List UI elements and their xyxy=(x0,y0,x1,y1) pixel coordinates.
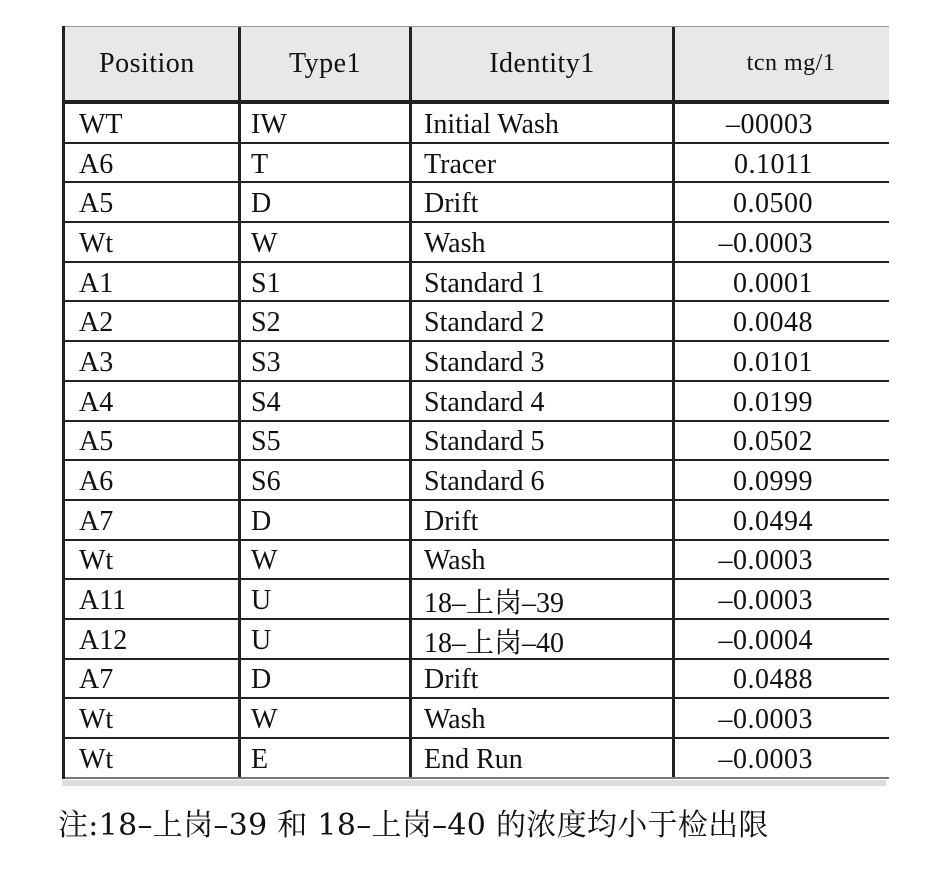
cell-position: A7 xyxy=(65,660,241,698)
cell-position: A2 xyxy=(65,302,241,340)
cell-tcn: –0.0003 xyxy=(718,585,813,617)
table-row xyxy=(65,580,889,620)
table-row xyxy=(65,263,889,303)
cell-type1: S6 xyxy=(241,461,412,499)
cell-position: Wt xyxy=(65,223,241,261)
cell-position: Wt xyxy=(65,541,241,579)
cell-tcn: 0.0999 xyxy=(733,466,813,498)
cell-tcn: –0.0003 xyxy=(718,704,813,736)
cell-type1: W xyxy=(241,699,412,737)
table-row xyxy=(65,739,889,779)
cell-identity1: Tracer xyxy=(412,144,675,182)
cell-position: A4 xyxy=(65,382,241,420)
cell-position: Wt xyxy=(65,739,241,777)
cell-identity1: Wash xyxy=(412,223,675,261)
cell-tcn: –0.0004 xyxy=(718,624,813,656)
cell-identity1: Wash xyxy=(412,699,675,737)
cell-type1: D xyxy=(241,501,412,539)
table-row xyxy=(65,144,889,184)
header-tcn: tcn mg/1 xyxy=(746,50,836,76)
table-row xyxy=(65,342,889,382)
cell-tcn: –0.0003 xyxy=(718,743,813,775)
cell-position: A12 xyxy=(65,620,241,658)
cell-identity1: Standard 3 xyxy=(412,342,675,380)
cell-position: A3 xyxy=(65,342,241,380)
cell-type1: E xyxy=(241,739,412,777)
cell-type1: D xyxy=(241,660,412,698)
table-bottom-edge xyxy=(62,780,886,786)
cell-identity1: End Run xyxy=(412,739,675,777)
cell-type1: S5 xyxy=(241,422,412,460)
cell-tcn: 0.0500 xyxy=(733,188,813,220)
cell-tcn: 0.1011 xyxy=(734,148,813,180)
table-row xyxy=(65,422,889,462)
cell-position: A6 xyxy=(65,144,241,182)
table-row xyxy=(65,461,889,501)
cell-type1: IW xyxy=(241,104,412,142)
cell-identity1: Standard 1 xyxy=(412,263,675,301)
table-body xyxy=(65,104,889,779)
cell-identity1: Drift xyxy=(412,501,675,539)
table-row xyxy=(65,104,889,144)
table-row xyxy=(65,382,889,422)
cell-position: A7 xyxy=(65,501,241,539)
cell-type1: S2 xyxy=(241,302,412,340)
data-table xyxy=(62,26,889,779)
cell-tcn: 0.0502 xyxy=(733,426,813,458)
table-row xyxy=(65,541,889,581)
header-position: Position xyxy=(65,27,241,100)
cell-type1: T xyxy=(241,144,412,182)
cell-tcn: 0.0488 xyxy=(733,664,813,696)
cell-position: WT xyxy=(65,104,241,142)
table-row xyxy=(65,501,889,541)
cell-identity1: 18–上岗–40 xyxy=(412,620,675,658)
table-header-row xyxy=(65,26,889,104)
cell-position: A6 xyxy=(65,461,241,499)
cell-position: Wt xyxy=(65,699,241,737)
cell-tcn: ​ ​–​00003 xyxy=(718,108,813,140)
cell-position: A5 xyxy=(65,422,241,460)
cell-identity1: Drift xyxy=(412,183,675,221)
cell-position: A5 xyxy=(65,183,241,221)
header-type1: Type1 xyxy=(241,27,412,100)
header-identity1: Identity1 xyxy=(412,27,675,100)
cell-type1: U xyxy=(241,580,412,618)
cell-tcn: 0.0048 xyxy=(733,307,813,339)
cell-tcn: 0.0001 xyxy=(733,267,813,299)
table-row xyxy=(65,183,889,223)
cell-position: A11 xyxy=(65,580,241,618)
cell-type1: W xyxy=(241,223,412,261)
cell-identity1: Wash xyxy=(412,541,675,579)
table-row xyxy=(65,660,889,700)
cell-tcn: –0.0003 xyxy=(718,227,813,259)
cell-tcn: –0.0003 xyxy=(718,545,813,577)
cell-type1: W xyxy=(241,541,412,579)
cell-tcn: 0.0494 xyxy=(733,505,813,537)
table-footnote: 注:18–上岗–39 和 18–上岗–40 的浓度均小于检出限 xyxy=(58,808,769,843)
table-row xyxy=(65,302,889,342)
cell-identity1: Initial Wash xyxy=(412,104,675,142)
cell-type1: S3 xyxy=(241,342,412,380)
table-row xyxy=(65,699,889,739)
cell-identity1: Standard 4 xyxy=(412,382,675,420)
table-row xyxy=(65,223,889,263)
cell-type1: S1 xyxy=(241,263,412,301)
cell-identity1: Standard 5 xyxy=(412,422,675,460)
cell-position: A1 xyxy=(65,263,241,301)
cell-type1: U xyxy=(241,620,412,658)
cell-tcn: 0.0101 xyxy=(733,346,813,378)
cell-tcn: 0.0199 xyxy=(733,386,813,418)
cell-type1: S4 xyxy=(241,382,412,420)
cell-type1: D xyxy=(241,183,412,221)
cell-identity1: Standard 6 xyxy=(412,461,675,499)
cell-identity1: Standard 2 xyxy=(412,302,675,340)
table-row xyxy=(65,620,889,660)
cell-identity1: Drift xyxy=(412,660,675,698)
cell-identity1: 18–上岗–39 xyxy=(412,580,675,618)
